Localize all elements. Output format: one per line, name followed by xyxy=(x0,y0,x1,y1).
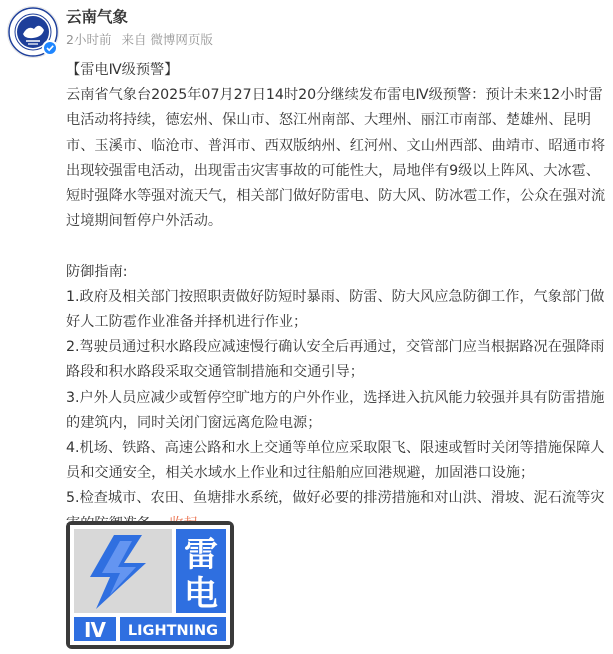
guide-item-text: 5.检查城市、农田、鱼塘排水系统，做好必要的排涝措施和对山洪、滑坡、泥石流等灾 xyxy=(66,490,605,507)
post-meta xyxy=(66,31,219,49)
guide-item: 4.机场、铁路、高速公路和水上交通等单位应采取限飞、限速或暂时关闭等措施保障人员和交通安全，相关水域水上作业和过往船舶应回港规避，加固港口设施； xyxy=(66,440,605,482)
warning-level: Ⅳ xyxy=(84,618,106,642)
post-content xyxy=(66,58,608,537)
guide-item: 3.户外人员应减少或暂停空旷地方的户外作业，选择进入抗风能力较强并具有防雷措施的建筑内，同时关闭门窗远离危险电源； xyxy=(66,389,605,431)
warning-char-2: 电 xyxy=(184,574,218,614)
post-title: 【雷电Ⅳ级预警】 xyxy=(66,62,179,78)
post-source: 来自 微博网页版 xyxy=(121,32,213,47)
post-time[interactable]: 2小时前 xyxy=(66,32,112,47)
post-lead: 云南省气象台2025年07月27日14时20分继续发布雷电Ⅳ级预警：预计未来12小时雷电活动将持续，德宏州、保山市、怒江州南部、大理州、丽江市南部、楚雄州、昆明市、玉溪市、临沧市、普洱市、西双版纳州、红河州、文山州西部、曲靖市、昭通市将出现较强雷电活动，出现雷击灾害事故的可能性大，局地伴有9级以上阵风、大冰雹、短时强降水等强对流天气，相关部门做好防雷电、防大风、防冰雹工作，公众在强对流过境期间暂停户外活动。 xyxy=(66,87,606,230)
guide-title: 防御指南: xyxy=(66,263,128,280)
warning-image[interactable] xyxy=(66,521,234,649)
guide-item: 1.政府及相关部门按照职责做好防短时暴雨、防雷、防大风应急防御工作，气象部门做好人工防雹作业准备并择机进行作业； xyxy=(66,288,605,331)
author-name[interactable]: 云南气象 xyxy=(66,8,129,26)
warning-label: LIGHTNING xyxy=(127,623,219,639)
warning-char-1: 雷 xyxy=(184,535,218,575)
guide-item: 2.驾驶员通过积水路段应减速慢行确认安全后再通过，交管部门应当根据路况在强降雨路段和积水路段采取交通管制措施和交通引导； xyxy=(66,339,605,381)
verified-badge-icon xyxy=(42,40,58,56)
